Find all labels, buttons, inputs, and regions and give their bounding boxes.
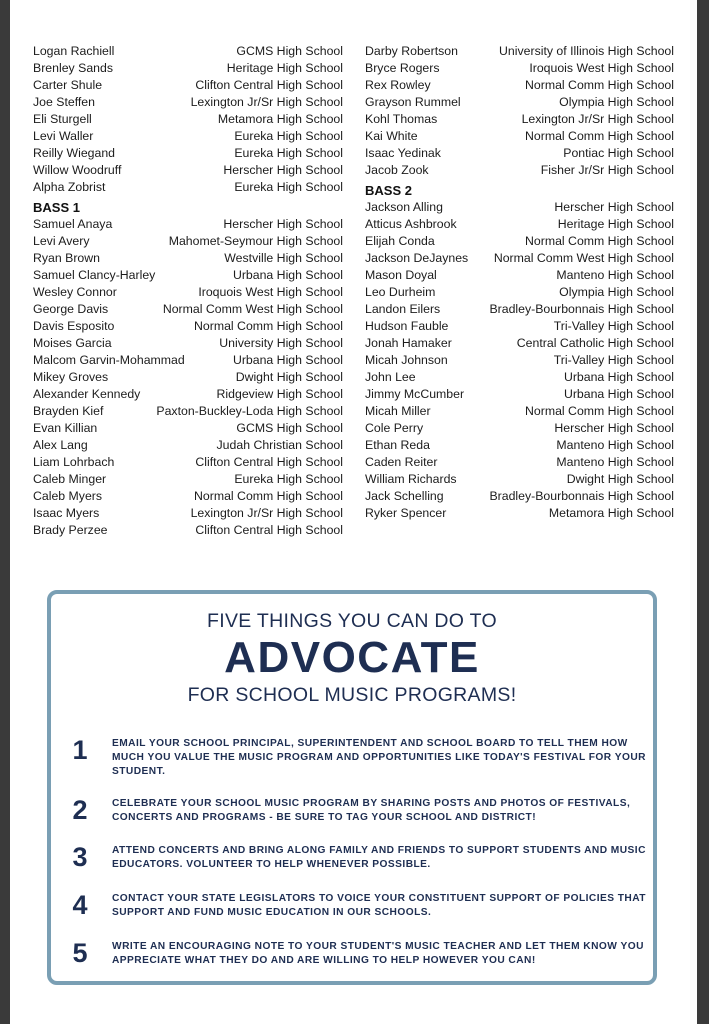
roster-row [365,488,674,505]
roster-row [33,437,343,454]
school-name: Pontiac High School [563,146,674,160]
roster-row [365,437,674,454]
school-name: Lexington Jr/Sr High School [521,112,674,126]
school-name: Tri-Valley High School [553,353,674,367]
school-name: Judah Christian School [216,438,343,452]
student-name: Alex Lang [33,438,88,452]
student-name: Cole Perry [365,421,424,435]
school-name: Clifton Central High School [195,455,343,469]
school-name: University High School [219,336,343,350]
school-name: Metamora High School [548,506,674,520]
school-name: Bradley-Bourbonnais High School [489,489,674,503]
student-name: Joe Steffen [33,95,95,109]
school-name: Normal Comm High School [525,78,674,92]
advocate-heading-line1: FIVE THINGS YOU CAN DO TO [207,610,497,632]
student-name: Samuel Clancy-Harley [33,268,156,282]
student-name: Jackson DeJaynes [365,251,469,265]
roster-row [33,335,343,352]
student-name: Mikey Groves [33,370,109,384]
school-name: Dwight High School [566,472,674,486]
program-page [10,0,697,1024]
roster-row [365,335,674,352]
roster-row [365,162,674,179]
student-name: Mason Doyal [365,268,437,282]
school-name: Heritage High School [557,217,674,231]
student-name: Carter Shule [33,78,103,92]
student-name: Davis Esposito [33,319,115,333]
roster-row [33,60,343,77]
school-name: Mahomet-Seymour High School [168,234,343,248]
school-name: Normal Comm High School [525,129,674,143]
student-name: Liam Lohrbach [33,455,115,469]
student-name: George Davis [33,302,109,316]
roster-row [33,267,343,284]
student-name: Atticus Ashbrook [365,217,457,231]
student-name: Ryan Brown [33,251,100,265]
school-name: Normal Comm West High School [493,251,674,265]
section-heading: BASS 1 [33,200,80,215]
roster-row [365,471,674,488]
roster-row [365,505,674,522]
roster-row [365,94,674,111]
student-name: Micah Johnson [365,353,448,367]
student-name: Samuel Anaya [33,217,113,231]
school-name: Eureka High School [234,129,343,143]
roster-row [365,250,674,267]
student-name: Elijah Conda [365,234,435,248]
school-name: Ridgeview High School [216,387,343,401]
student-name: Willow Woodruff [33,163,122,177]
tip-text: EMAIL YOUR SCHOOL PRINCIPAL, SUPERINTENDENT AND SCHOOL BOARD TO TELL THEM HOW MUCH YOU VALUE THE MUSIC PROGRAM AND OPPORTUNITIES LIKE TODAY'S FESTIVAL FOR YOUR STUDENT. [112,738,646,777]
student-name: Ryker Spencer [365,506,447,520]
roster-row [33,162,343,179]
student-name: Caden Reiter [365,455,438,469]
school-name: Herscher High School [554,200,674,214]
student-name: Leo Durheim [365,285,436,299]
school-name: Urbana High School [232,268,343,282]
roster-row [365,111,674,128]
tip-number: 2 [72,795,88,825]
student-name: Brayden Kief [33,404,104,418]
student-name: Jackson Alling [365,200,443,214]
school-name: Olympia High School [559,95,674,109]
student-name: Jimmy McCumber [365,387,465,401]
roster-row [33,403,343,420]
roster-row [365,216,674,233]
student-name: Jacob Zook [365,163,429,177]
roster-row [33,179,343,196]
student-name: Caleb Myers [33,489,103,503]
roster-row [33,488,343,505]
roster-row [365,454,674,471]
roster-row [365,128,674,145]
school-name: Normal Comm West High School [162,302,343,316]
student-name: Isaac Myers [33,506,100,520]
roster-row [33,369,343,386]
student-name: Brenley Sands [33,61,113,75]
student-name: Reilly Wiegand [33,146,116,160]
roster-row [365,301,674,318]
school-name: Manteno High School [556,438,674,452]
school-name: Herscher High School [223,163,343,177]
tip-text: WRITE AN ENCOURAGING NOTE TO YOUR STUDENT'S MUSIC TEACHER AND LET THEM KNOW YOU APPRECIATE WHAT THEY DO AND ARE WILLING TO HELP HOWEVER YOU CAN! [112,941,644,966]
student-name: Brady Perzee [33,523,108,537]
student-name: John Lee [365,370,416,384]
school-name: Lexington Jr/Sr High School [190,95,343,109]
school-name: Dwight High School [235,370,343,384]
tip-text: CELEBRATE YOUR SCHOOL MUSIC PROGRAM BY SHARING POSTS AND PHOTOS OF FESTIVALS, CONCERTS AND PROGRAMS - BE SURE TO TAG YOUR SCHOOL AND DISTRICT! [112,798,631,823]
student-name: Ethan Reda [365,438,430,452]
section-heading: BASS 2 [365,183,412,198]
school-name: Heritage High School [226,61,343,75]
tip-text: ATTEND CONCERTS AND BRING ALONG FAMILY AND FRIENDS TO SUPPORT STUDENTS AND MUSIC EDUCATORS. VOLUNTEER TO HELP WHENEVER POSSIBLE. [112,845,646,870]
student-name: Kohl Thomas [365,112,438,126]
school-name: Herscher High School [554,421,674,435]
school-name: Eureka High School [234,146,343,160]
school-name: Tri-Valley High School [553,319,674,333]
roster-row [33,505,343,522]
school-name: GCMS High School [236,44,343,58]
roster-row [33,216,343,233]
school-name: Normal Comm High School [194,319,343,333]
school-name: Olympia High School [559,285,674,299]
student-name: Malcom Garvin-Mohammad [33,353,185,367]
student-name: Moises Garcia [33,336,112,350]
student-name: Levi Avery [33,234,90,248]
school-name: Herscher High School [223,217,343,231]
roster-row [365,403,674,420]
student-name: Hudson Fauble [365,319,449,333]
roster-row [33,318,343,335]
student-name: Kai White [365,129,418,143]
roster-row [365,145,674,162]
roster-row [33,522,343,539]
roster-row [365,318,674,335]
school-name: University of Illinois High School [499,44,674,58]
student-name: Grayson Rummel [365,95,461,109]
school-name: Urbana High School [563,387,674,401]
school-name: Clifton Central High School [195,523,343,537]
roster-column-right [365,43,674,522]
roster-row [365,199,674,216]
roster-row [33,145,343,162]
roster-row [33,301,343,318]
roster-row [365,43,674,60]
school-name: Iroquois West High School [529,61,674,75]
advocate-title: ADVOCATE [224,633,480,682]
tip-number: 5 [72,938,88,968]
school-name: Paxton-Buckley-Loda High School [156,404,343,418]
student-name: Eli Sturgell [33,112,92,126]
roster-row [365,284,674,301]
advocate-box [47,590,657,985]
student-name: Jack Schelling [365,489,444,503]
roster-row [33,250,343,267]
roster-row [33,111,343,128]
school-name: Urbana High School [563,370,674,384]
student-name: Micah Miller [365,404,431,418]
roster-row [33,284,343,301]
roster-row [365,60,674,77]
school-name: Eureka High School [234,180,343,194]
roster-row [365,369,674,386]
school-name: Eureka High School [234,472,343,486]
school-name: Urbana High School [232,353,343,367]
student-name: William Richards [365,472,457,486]
advocate-heading-line3: FOR SCHOOL MUSIC PROGRAMS! [187,684,517,706]
school-name: Clifton Central High School [195,78,343,92]
roster-row [365,233,674,250]
student-name: Wesley Connor [33,285,117,299]
school-name: Normal Comm High School [525,404,674,418]
student-name: Bryce Rogers [365,61,440,75]
student-name: Alpha Zobrist [33,180,106,194]
student-name: Rex Rowley [365,78,431,92]
school-name: Metamora High School [217,112,343,126]
roster-row [365,386,674,403]
student-name: Landon Eilers [365,302,441,316]
school-name: Fisher Jr/Sr High School [540,163,674,177]
school-name: Normal Comm High School [194,489,343,503]
student-name: Levi Waller [33,129,94,143]
tip-number: 1 [72,735,88,765]
roster-row [33,94,343,111]
student-name: Evan Killian [33,421,98,435]
student-name: Alexander Kennedy [33,387,141,401]
school-name: Manteno High School [556,455,674,469]
roster-row [33,471,343,488]
roster-row [33,128,343,145]
roster-row [365,352,674,369]
school-name: Iroquois West High School [198,285,343,299]
school-name: Westville High School [224,251,343,265]
roster-row [365,420,674,437]
school-name: Central Catholic High School [516,336,674,350]
roster-row [365,77,674,94]
student-name: Darby Robertson [365,44,458,58]
roster-row [33,77,343,94]
student-name: Isaac Yedinak [365,146,441,160]
tip-number: 3 [72,842,88,872]
student-name: Logan Rachiell [33,44,115,58]
tip-number: 4 [72,890,88,920]
school-name: Normal Comm High School [525,234,674,248]
roster-row [33,386,343,403]
school-name: Bradley-Bourbonnais High School [489,302,674,316]
tip-text: CONTACT YOUR STATE LEGISLATORS TO VOICE YOUR CONSTITUENT SUPPORT OF POLICIES THAT SUPPORT AND FUND MUSIC EDUCATION IN OUR SCHOOLS. [112,893,646,918]
roster-column-left [33,43,343,539]
roster-row [33,43,343,60]
school-name: GCMS High School [236,421,343,435]
student-name: Jonah Hamaker [365,336,452,350]
school-name: Manteno High School [556,268,674,282]
roster-row [33,352,343,369]
roster-row [33,454,343,471]
roster-row [365,267,674,284]
roster-row [33,420,343,437]
roster-row [33,233,343,250]
school-name: Lexington Jr/Sr High School [190,506,343,520]
student-name: Caleb Minger [33,472,107,486]
